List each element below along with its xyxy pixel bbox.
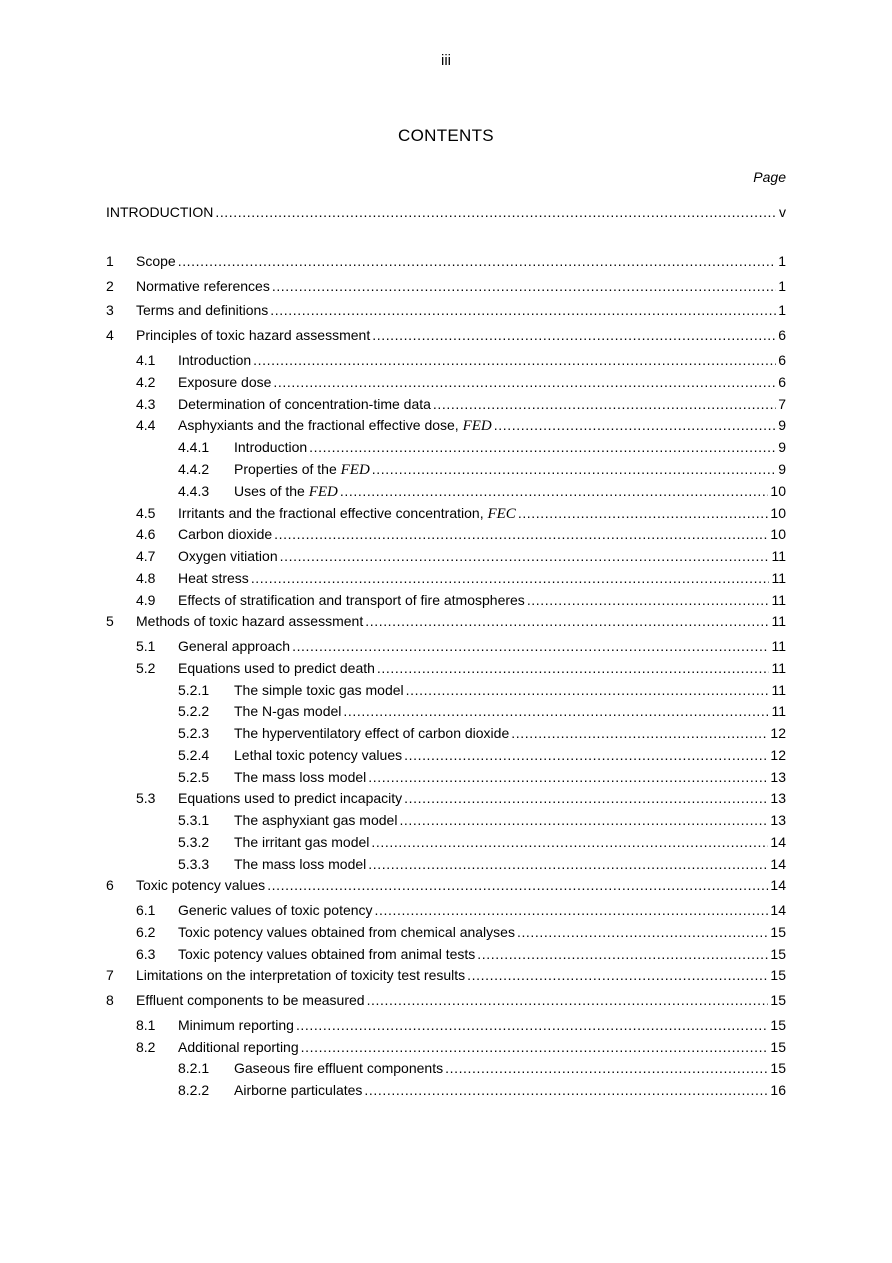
toc-entry[interactable] bbox=[136, 1015, 786, 1035]
dot-leader bbox=[367, 990, 769, 1010]
toc-entry-page: 15 bbox=[770, 1060, 786, 1076]
toc-entry-number: 6.3 bbox=[136, 946, 156, 962]
toc-entry-page: 11 bbox=[771, 660, 786, 676]
toc-entry-page: 14 bbox=[770, 902, 786, 918]
toc-entry-number: 5.2 bbox=[136, 660, 156, 676]
toc-entry-page: 15 bbox=[770, 1017, 786, 1033]
toc-entry-page: 11 bbox=[771, 703, 786, 719]
dot-leader bbox=[368, 767, 768, 787]
toc-entry-title: Carbon dioxide bbox=[178, 526, 273, 542]
toc-entry-title: Uses of the FED bbox=[234, 483, 338, 500]
toc-entry-page: v bbox=[779, 204, 786, 220]
toc-entry-number: 7 bbox=[106, 967, 114, 983]
toc-entry[interactable] bbox=[136, 900, 786, 920]
toc-entry-page: 14 bbox=[770, 834, 786, 850]
dot-leader bbox=[477, 944, 768, 964]
toc-entry-title: Principles of toxic hazard assessment bbox=[136, 327, 371, 343]
dot-leader bbox=[467, 965, 768, 985]
toc-entry-title: Determination of concentration-time data bbox=[178, 396, 431, 412]
toc-entry[interactable] bbox=[136, 415, 786, 435]
dot-leader bbox=[292, 636, 769, 656]
toc-entry-page: 9 bbox=[778, 417, 786, 433]
toc-entry-title: Terms and definitions bbox=[136, 302, 269, 318]
toc-entry-title: General approach bbox=[178, 638, 291, 654]
dot-leader bbox=[404, 745, 768, 765]
toc-entry-page: 11 bbox=[771, 682, 786, 698]
toc-entry-title: The N-gas model bbox=[234, 703, 342, 719]
toc-entry-page: 14 bbox=[770, 856, 786, 872]
toc-entry[interactable] bbox=[178, 680, 786, 700]
toc-entry-title: Introduction bbox=[178, 352, 252, 368]
toc-entry[interactable] bbox=[178, 459, 786, 479]
toc-entry-number: 5.2.5 bbox=[178, 769, 210, 785]
toc-entry[interactable] bbox=[178, 767, 786, 787]
dot-leader bbox=[494, 415, 776, 435]
toc-entry[interactable] bbox=[136, 788, 786, 808]
toc-entry[interactable] bbox=[106, 276, 786, 296]
toc-entry-page: 10 bbox=[770, 483, 786, 499]
toc-entry-number: 1 bbox=[106, 253, 114, 269]
toc-entry-number: 4.2 bbox=[136, 374, 156, 390]
page-number: iii bbox=[441, 52, 451, 69]
toc-entry-page: 15 bbox=[770, 992, 786, 1008]
toc-entry-title: Toxic potency values obtained from animal tests bbox=[178, 946, 476, 962]
dot-leader bbox=[273, 372, 776, 392]
dot-leader bbox=[253, 350, 776, 370]
toc-entry[interactable] bbox=[136, 394, 786, 414]
toc-entry-number: 4 bbox=[106, 327, 114, 343]
toc-entry-title: Methods of toxic hazard assessment bbox=[136, 613, 364, 629]
toc-entry-page: 9 bbox=[778, 461, 786, 477]
toc-entry[interactable] bbox=[178, 481, 786, 501]
toc-entry-number: 4.9 bbox=[136, 592, 156, 608]
toc-entry-title: Lethal toxic potency values bbox=[234, 747, 403, 763]
toc-entry-title: Effects of stratification and transport of fire atmospheres bbox=[178, 592, 525, 608]
toc-entry-number: 4.4.2 bbox=[178, 461, 210, 477]
toc-entry[interactable] bbox=[106, 990, 786, 1010]
toc-entry-page: 13 bbox=[770, 769, 786, 785]
toc-entry-symbol: FED bbox=[340, 462, 370, 478]
toc-entry-page: 11 bbox=[771, 570, 786, 586]
page-title: CONTENTS bbox=[398, 126, 494, 145]
toc-entry-number: 6 bbox=[106, 877, 114, 893]
toc-entry[interactable] bbox=[136, 546, 786, 566]
toc-entry-title: Equations used to predict incapacity bbox=[178, 790, 403, 806]
toc-entry-number: 5.2.2 bbox=[178, 703, 210, 719]
toc-entry-page: 12 bbox=[770, 747, 786, 763]
dot-leader bbox=[251, 568, 770, 588]
toc-entry-title: The simple toxic gas model bbox=[234, 682, 404, 698]
toc-entry-page: 13 bbox=[770, 790, 786, 806]
toc-entry-page: 11 bbox=[771, 638, 786, 654]
toc-entry-page: 12 bbox=[770, 725, 786, 741]
toc-entry[interactable] bbox=[136, 590, 786, 610]
toc-entry[interactable] bbox=[106, 325, 786, 345]
toc-entry[interactable] bbox=[136, 658, 786, 678]
toc-entry-page: 1 bbox=[778, 302, 786, 318]
toc-entry-number: 4.1 bbox=[136, 352, 156, 368]
toc-entry-title: Gaseous fire effluent components bbox=[234, 1060, 444, 1076]
toc-entry-page: 1 bbox=[778, 278, 786, 294]
dot-leader bbox=[518, 503, 769, 523]
toc-entry-title: Generic values of toxic potency bbox=[178, 902, 373, 918]
toc-entry[interactable] bbox=[136, 636, 786, 656]
dot-leader bbox=[309, 437, 776, 457]
dot-leader bbox=[527, 590, 770, 610]
toc-entry[interactable] bbox=[178, 1058, 786, 1078]
dot-leader bbox=[399, 810, 768, 830]
dot-leader bbox=[274, 524, 768, 544]
dot-leader bbox=[375, 900, 769, 920]
toc-entry-number: 4.4.3 bbox=[178, 483, 210, 499]
toc-entry[interactable] bbox=[136, 944, 786, 964]
toc-entry-page: 15 bbox=[770, 1039, 786, 1055]
toc-entry-page: 6 bbox=[778, 352, 786, 368]
toc-entry-title: Toxic potency values obtained from chemical analyses bbox=[178, 924, 515, 940]
toc-entry[interactable] bbox=[178, 723, 786, 743]
toc-entry-number: 4.8 bbox=[136, 570, 156, 586]
toc-entry-number: 6.1 bbox=[136, 902, 156, 918]
toc-entry-page: 6 bbox=[778, 374, 786, 390]
toc-entry[interactable] bbox=[178, 1080, 786, 1100]
toc-entry[interactable] bbox=[178, 437, 786, 457]
toc-entry-title: Exposure dose bbox=[178, 374, 272, 390]
toc-entry[interactable] bbox=[178, 854, 786, 874]
toc-entry[interactable] bbox=[106, 300, 786, 320]
dot-leader bbox=[270, 300, 776, 320]
toc-entry-title: Asphyxiants and the fractional effective dose, FED bbox=[178, 417, 492, 434]
toc-entry-title: Introduction bbox=[234, 439, 308, 455]
page-column-label: Page bbox=[753, 169, 786, 185]
dot-leader bbox=[404, 788, 768, 808]
toc-entry-number: 3 bbox=[106, 302, 114, 318]
toc-entry-page: 15 bbox=[770, 946, 786, 962]
toc-entry-title: Normative references bbox=[136, 278, 270, 294]
dot-leader bbox=[371, 832, 768, 852]
toc-entry-number: 4.7 bbox=[136, 548, 156, 564]
toc-entry-page: 11 bbox=[771, 613, 786, 629]
toc-entry-title: INTRODUCTION bbox=[106, 204, 214, 220]
toc-entry-number: 5 bbox=[106, 613, 114, 629]
dot-leader bbox=[433, 394, 776, 414]
toc-entry-number: 4.4 bbox=[136, 417, 156, 433]
toc-entry-number: 5.3.1 bbox=[178, 812, 210, 828]
toc-entry-title: The mass loss model bbox=[234, 856, 367, 872]
dot-leader bbox=[372, 325, 776, 345]
toc-entry-title: Properties of the FED bbox=[234, 461, 370, 478]
toc-entry-title: The asphyxiant gas model bbox=[234, 812, 398, 828]
toc-entry-title: Airborne particulates bbox=[234, 1082, 363, 1098]
toc-entry-page: 16 bbox=[770, 1082, 786, 1098]
toc-entry-page: 10 bbox=[770, 505, 786, 521]
toc-entry-number: 8 bbox=[106, 992, 114, 1008]
dot-leader bbox=[296, 1015, 768, 1035]
toc-entry-symbol: FEC bbox=[487, 506, 516, 522]
toc-entry[interactable] bbox=[178, 832, 786, 852]
dot-leader bbox=[368, 854, 768, 874]
toc-entry-number: 5.2.3 bbox=[178, 725, 210, 741]
dot-leader bbox=[517, 922, 768, 942]
toc-entry-title: The irritant gas model bbox=[234, 834, 370, 850]
dot-leader bbox=[511, 723, 768, 743]
dot-leader bbox=[215, 202, 777, 222]
toc-entry[interactable] bbox=[136, 524, 786, 544]
toc-entry-number: 8.1 bbox=[136, 1017, 156, 1033]
toc-entry-title: Oxygen vitiation bbox=[178, 548, 278, 564]
toc-entry[interactable] bbox=[136, 922, 786, 942]
toc-entry-page: 11 bbox=[771, 548, 786, 564]
toc-entry-symbol: FED bbox=[308, 484, 338, 500]
dot-leader bbox=[364, 1080, 768, 1100]
toc-entry-page: 1 bbox=[778, 253, 786, 269]
dot-leader bbox=[343, 701, 769, 721]
toc-entry-page: 11 bbox=[771, 592, 786, 608]
toc-entry-title: Effluent components to be measured bbox=[136, 992, 365, 1008]
toc-entry-number: 6.2 bbox=[136, 924, 156, 940]
toc-entry-title: Limitations on the interpretation of toxicity test results bbox=[136, 967, 466, 983]
toc-entry-title: Equations used to predict death bbox=[178, 660, 375, 676]
toc-entry-title: Minimum reporting bbox=[178, 1017, 294, 1033]
dot-leader bbox=[301, 1037, 769, 1057]
dot-leader bbox=[178, 251, 777, 271]
dot-leader bbox=[340, 481, 769, 501]
dot-leader bbox=[372, 459, 776, 479]
dot-leader bbox=[445, 1058, 768, 1078]
toc-entry-number: 4.4.1 bbox=[178, 439, 210, 455]
toc-entry-number: 8.2 bbox=[136, 1039, 156, 1055]
toc-entry[interactable] bbox=[106, 251, 786, 271]
toc-entry-page: 7 bbox=[778, 396, 786, 412]
toc-entry-number: 8.2.2 bbox=[178, 1082, 210, 1098]
dot-leader bbox=[267, 875, 768, 895]
toc-entry-number: 5.2.4 bbox=[178, 747, 210, 763]
toc-entry-number: 5.1 bbox=[136, 638, 156, 654]
toc-entry-title: The hyperventilatory effect of carbon dioxide bbox=[234, 725, 510, 741]
toc-entry[interactable] bbox=[136, 1037, 786, 1057]
toc-entry-number: 5.3 bbox=[136, 790, 156, 806]
toc-entry[interactable] bbox=[136, 372, 786, 392]
toc-entry[interactable] bbox=[178, 810, 786, 830]
toc-entry-page: 10 bbox=[770, 526, 786, 542]
toc-entry-number: 5.3.2 bbox=[178, 834, 210, 850]
toc-entry-page: 15 bbox=[770, 967, 786, 983]
toc-entry[interactable] bbox=[178, 745, 786, 765]
toc-entry[interactable] bbox=[106, 875, 786, 895]
toc-entry[interactable] bbox=[106, 202, 786, 222]
dot-leader bbox=[365, 611, 769, 631]
toc-entry-number: 4.5 bbox=[136, 505, 156, 521]
dot-leader bbox=[280, 546, 770, 566]
toc-entry-symbol: FED bbox=[462, 418, 492, 434]
toc-entry[interactable] bbox=[136, 503, 786, 523]
dot-leader bbox=[406, 680, 770, 700]
toc-entry-number: 8.2.1 bbox=[178, 1060, 210, 1076]
toc-entry-title: Scope bbox=[136, 253, 176, 269]
toc-entry-title: Toxic potency values bbox=[136, 877, 266, 893]
toc-entry[interactable] bbox=[106, 611, 786, 631]
toc-entry-number: 2 bbox=[106, 278, 114, 294]
toc-entry-number: 5.3.3 bbox=[178, 856, 210, 872]
toc-entry-number: 4.6 bbox=[136, 526, 156, 542]
toc-entry-title: Heat stress bbox=[178, 570, 249, 586]
toc-entry-page: 13 bbox=[770, 812, 786, 828]
toc-entry[interactable] bbox=[106, 965, 786, 985]
toc-entry-number: 4.3 bbox=[136, 396, 156, 412]
dot-leader bbox=[377, 658, 770, 678]
toc-entry[interactable] bbox=[178, 701, 786, 721]
toc-entry-number: 5.2.1 bbox=[178, 682, 210, 698]
toc-entry-title: Additional reporting bbox=[178, 1039, 299, 1055]
toc-entry-title: Irritants and the fractional effective concentration, FEC bbox=[178, 505, 516, 522]
toc-entry-title: The mass loss model bbox=[234, 769, 367, 785]
toc-entry-page: 6 bbox=[778, 327, 786, 343]
toc-entry-page: 9 bbox=[778, 439, 786, 455]
dot-leader bbox=[272, 276, 776, 296]
toc-entry-page: 15 bbox=[770, 924, 786, 940]
toc-entry-page: 14 bbox=[770, 877, 786, 893]
toc-entry[interactable] bbox=[136, 350, 786, 370]
toc-entry[interactable] bbox=[136, 568, 786, 588]
